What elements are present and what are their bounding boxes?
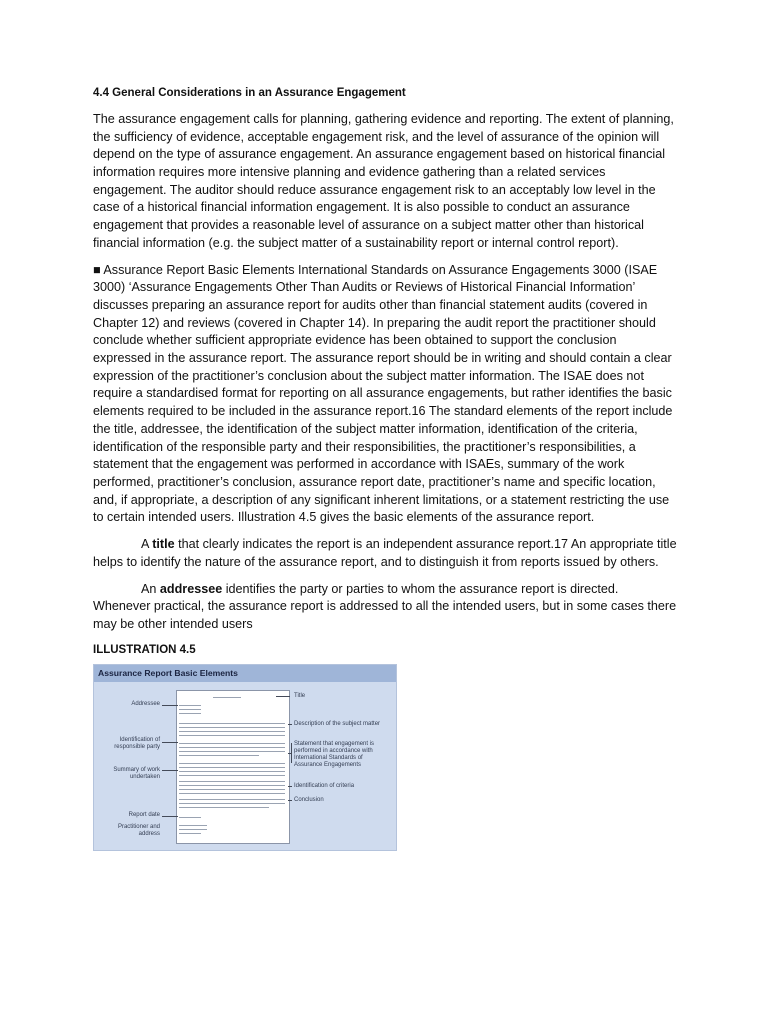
connector-criteria [288,786,292,787]
doc-line [179,781,285,782]
section-heading: 4.4 General Considerations in an Assurance Engagement [93,87,406,99]
paragraph-3 [93,536,678,571]
doc-line [213,697,241,698]
label-subject-matter: Description of the subject matter [294,720,381,727]
doc-line [179,751,285,752]
document-page [93,86,678,851]
paragraph-4-pre: An [141,581,160,596]
diagram-title: Assurance Report Basic Elements [94,665,396,682]
label-criteria: Identification of criteria [294,782,355,789]
label-title: Title [294,692,306,699]
doc-line [179,775,285,776]
connector-conclusion [288,800,292,801]
doc-line [179,743,285,744]
doc-line [179,767,285,768]
paragraph-4 [93,581,678,634]
connector-report-date [162,816,178,817]
doc-line [179,713,201,714]
doc-line [179,799,285,800]
doc-line [179,803,285,804]
doc-line [179,807,269,808]
paragraph-1: The assurance engagement calls for planning, gathering evidence and reporting. The extent of planning, the sufficiency of evidence, acceptable engagement risk, and the level of assurance of the opinion will depend on the type of assurance engagement. An assurance engagement based on historical financial information requires more intensive planning and evidence gathering than a related services engagement. The auditor should reduce assurance engagement risk to an acceptably low level in the case of a historical financial information engagement. It is also possible to conduct an assurance engagement that provides a reasonable level of assurance on a subject matter other than historical financial information (e.g. the subject matter of a sustainability report or internal control report). [93,111,674,250]
doc-line [179,755,259,756]
label-responsible-party: Identification of responsible party [114,736,160,750]
doc-line [179,705,201,706]
paragraph-4-post: identifies the party or parties to whom the assurance report is directed. Whenever practical, the assurance report is addressed to all the intended users, but in some cases there may be other intended users [93,581,677,631]
label-practitioner: Practitioner and address [117,823,160,837]
doc-line [179,789,285,790]
doc-line [179,829,207,830]
paragraph-3-pre: A [141,537,153,552]
label-addressee: Addressee [131,700,160,707]
doc-line [179,825,207,826]
connector-statement-bracket [291,743,292,763]
doc-line [179,735,285,736]
connector-summary-work [162,770,178,771]
connector-responsible-party [162,742,178,743]
paragraph-4-bold: addressee [159,581,223,596]
doc-line [179,709,201,710]
paragraph-3-post: that clearly indicates the report is an independent assurance report.17 An appropriate title helps to identify the nature of the assurance report, and to distinguish it from reports issued by others. [93,537,677,569]
doc-line [179,771,285,772]
doc-line [179,747,285,748]
connector-subject-matter [288,724,292,725]
doc-line [179,817,201,818]
doc-line [179,727,285,728]
doc-line [179,723,285,724]
doc-line [179,833,201,834]
report-document-figure [176,690,290,844]
doc-line [179,793,285,794]
paragraph-3-bold: title [152,537,175,552]
label-summary-work: Summary of work undertaken [113,766,160,780]
doc-line [179,731,285,732]
illustration-diagram [93,664,397,851]
illustration-label: ILLUSTRATION 4.5 [93,643,196,656]
doc-line [179,785,285,786]
label-report-date: Report date [128,811,160,818]
doc-line [179,763,285,764]
connector-addressee [162,705,178,706]
label-conclusion: Conclusion [294,796,324,803]
connector-title [276,696,290,697]
paragraph-2: ■ Assurance Report Basic Elements International Standards on Assurance Engagements 3000 (ISAE 3000) ‘Assurance Engagements Other Than Audits or Reviews of Historical Financial Information’ discusses preparing an assurance report for audits other than financial statement audits (covered in Chapter 12) and reviews (covered in Chapter 14). In preparing the audit report the practitioner should conclude whether sufficient appropriate evidence has been obtained to support the conclusion expressed in the assurance report. The assurance report should be in writing and should contain a clear expression of the practitioner’s conclusion about the subject matter information. The ISAE does not require a standardised format for reporting on all assurance engagements, but rather identifies the basic elements required to be included in the assurance report.16 The standard elements of the report include the title, addressee, the identification of the subject matter information, identification of the criteria, identification of the responsible party and their responsibilities, the practitioner’s responsibilities, a statement that the engagement was performed in accordance with ISAEs, summary of the work performed, practitioner’s conclusion, assurance report date, practitioner’s name and specific location, and, if appropriate, a description of any significant inherent limitations, or a statement restricting the use to certain intended users. Illustration 4.5 gives the basic elements of the assurance report. [93,262,673,525]
label-statement: Statement that engagement is performed in accordance with International Standards of Assurance Engagements [294,740,375,768]
